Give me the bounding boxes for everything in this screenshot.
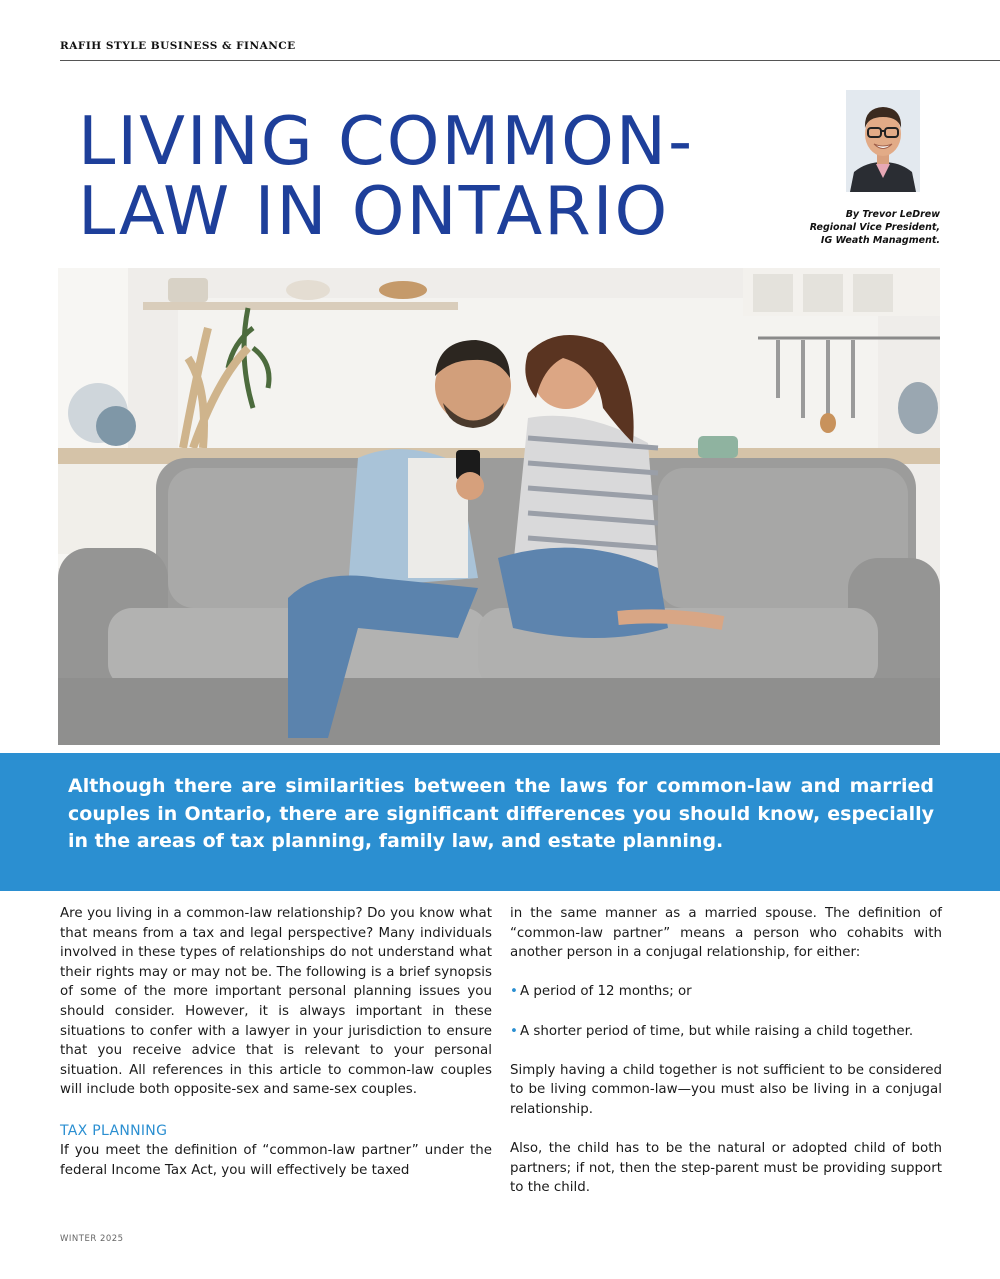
author-company: IG Weath Managment. xyxy=(820,235,940,246)
tax-planning-paragraph-continued: in the same manner as a married spouse. The definition of “common-law partner” means a person who cohabits with another person in a conjugal relationship, for either: xyxy=(510,906,942,961)
step-parent-paragraph: Also, the child has to be the natural or adopted child of both partners; if not, then the step-parent must be providing support to the child. xyxy=(510,1141,942,1196)
bullet-item xyxy=(510,1022,942,1042)
article-column-left xyxy=(60,904,492,1180)
article-title xyxy=(78,102,695,250)
intro-paragraph: Are you living in a common-law relationship? Do you know what that means from a tax and legal perspective? Many individuals involved in these types of relationships do not understand what their rights may or may not be. The following is a brief synopsis of some of the more important personal planning issues you should consider. However, it is always important in these situations to confer with a lawyer in your jurisdiction to ensure that you receive advice that is relevant to your personal situation. All references in this article to common-law couples will include both opposite-sex and same-sex couples. xyxy=(60,906,492,1098)
bullet-marker: • xyxy=(510,1023,518,1039)
author-byline xyxy=(790,208,940,247)
author-role: Regional Vice President, xyxy=(809,222,940,233)
bullet-text: A shorter period of time, but while raising a child together. xyxy=(520,1023,914,1039)
child-paragraph: Simply having a child together is not sufficient to be considered to be living common-law—you must also be living in a conjugal relationship. xyxy=(510,1062,942,1117)
hero-photo xyxy=(58,268,940,745)
author-name: By Trevor LeDrew xyxy=(845,209,940,220)
publication-name: RAFIH STYLE BUSINESS & FINANCE xyxy=(60,40,296,52)
bullet-marker: • xyxy=(510,984,518,1000)
article-column-right xyxy=(510,904,942,1198)
tax-planning-paragraph: If you meet the definition of “common-law partner” under the federal Income Tax Act, you will effectively be taxed xyxy=(60,1142,492,1178)
pull-quote-banner xyxy=(0,753,1000,891)
publication-header xyxy=(60,38,1000,61)
issue-footer: WINTER 2025 xyxy=(60,1234,124,1244)
author-headshot xyxy=(846,90,920,192)
bullet-item xyxy=(510,982,942,1002)
section-heading-tax-planning: TAX PLANNING xyxy=(60,1122,168,1139)
article-title-line-2: LAW IN ONTARIO xyxy=(78,172,670,250)
article-title-line-1: LIVING COMMON- xyxy=(78,102,695,180)
bullet-text: A period of 12 months; or xyxy=(520,984,692,1000)
pull-quote-text: Although there are similarities between the laws for common-law and married couples in Ontario, there are significant differences you should know, especially in the areas of tax planning, family law, and estate planning. xyxy=(68,775,934,852)
